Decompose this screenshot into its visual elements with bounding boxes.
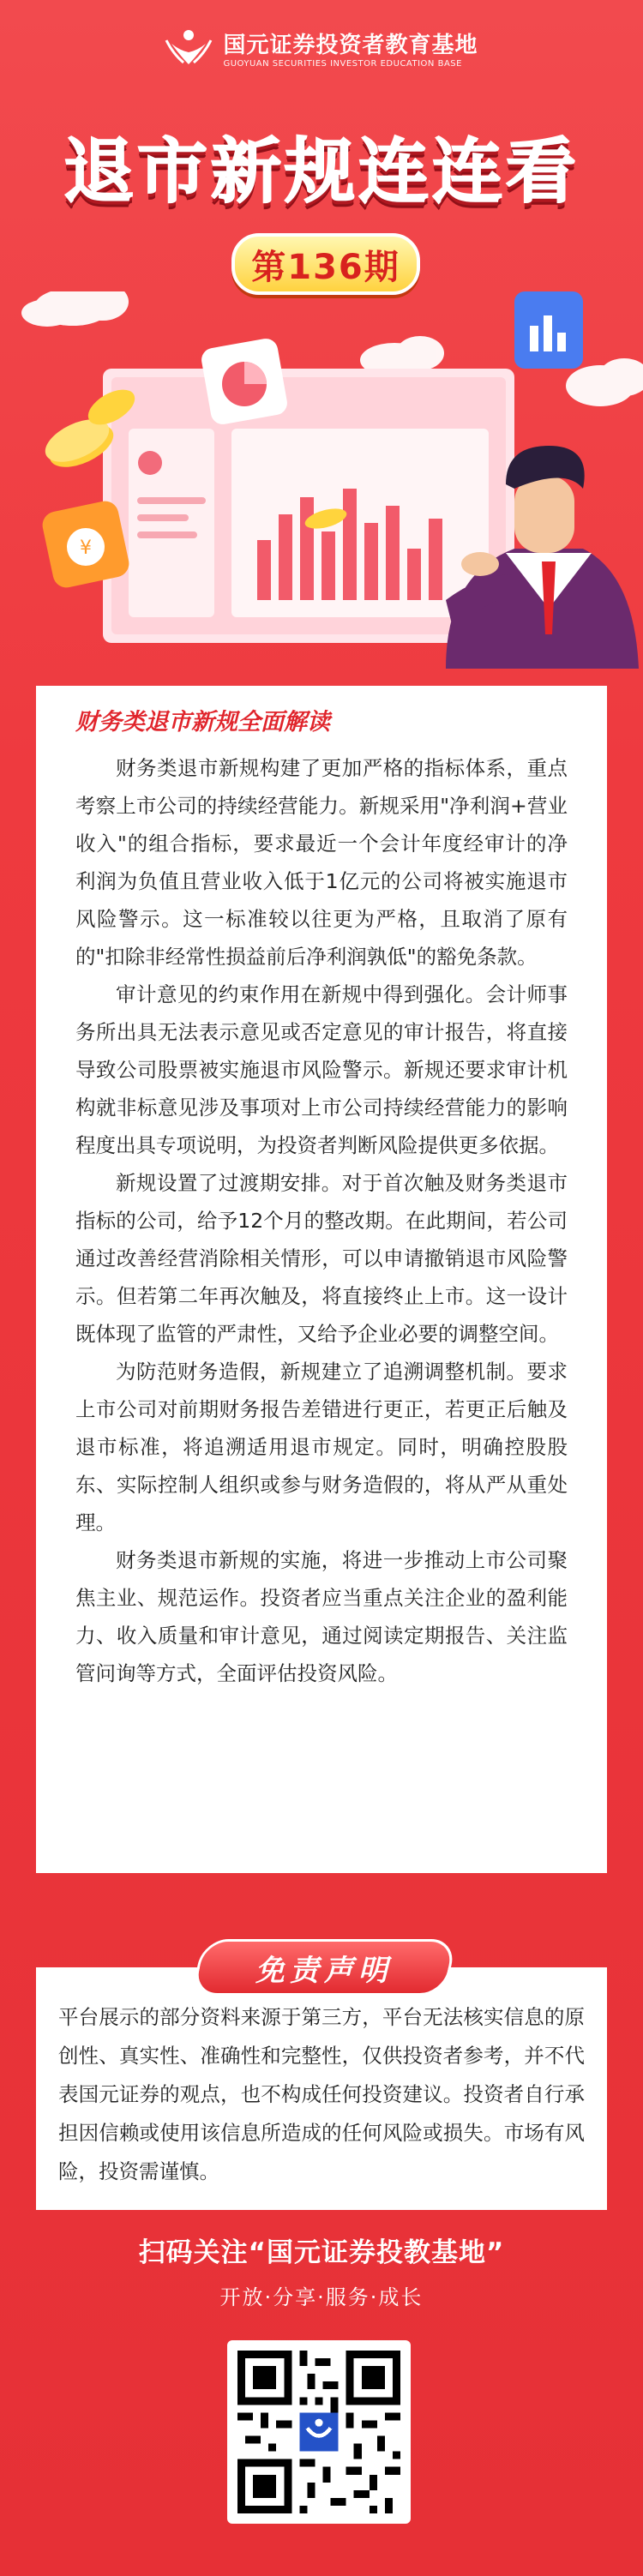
disclaimer-card bbox=[36, 1967, 607, 2210]
disclaimer-label-text: 免责声明 bbox=[255, 1953, 393, 1988]
article-paragraph: 为防范财务造假，新规建立了追溯调整机制。要求上市公司对前期财务报告差错进行更正，若更正后触及退市标准，将追溯适用退市规定。同时，明确控股股东、实际控制人组织或参与财务造假的，将从严从重处理。 bbox=[75, 1360, 568, 1534]
pie-chart-icon bbox=[200, 337, 289, 426]
article-card bbox=[36, 686, 607, 1873]
disclaimer-label bbox=[191, 1939, 457, 1996]
money-bag-icon bbox=[40, 499, 132, 591]
article-body bbox=[75, 749, 568, 1692]
article-paragraph: 财务类退市新规的实施，将进一步推动上市公司聚焦主业、规范运作。投资者应当重点关注企业的盈利能力、收入质量和审计意见，通过阅读定期报告、关注监管问询等方式，全面评估投资风险。 bbox=[75, 1548, 568, 1685]
article-heading: 财务类退市新规全面解读 bbox=[75, 709, 330, 736]
svg-text:¥: ¥ bbox=[80, 537, 92, 559]
cloud-left-icon bbox=[21, 291, 129, 327]
slogan: 开放·分享·服务·成长 bbox=[219, 2285, 424, 2309]
article-paragraph: 审计意见的约束作用在新规中得到强化。会计师事务所出具无法表示意见或否定意见的审计报告，将直接导致公司股票被实施退市风险警示。新规还要求审计机构就非标意见涉及事项对上市公司持续经营能力的影响程度出具专项说明，为投资者判断风险提供更多依据。 bbox=[75, 982, 568, 1157]
page-title: 退市新规连连看 bbox=[63, 131, 580, 213]
brand-name-en: GUOYUAN SECURITIES INVESTOR EDUCATION BASE bbox=[223, 59, 462, 69]
follow-prompt: 扫码关注“国元证券投教基地” bbox=[138, 2237, 505, 2268]
guoyuan-logo-icon bbox=[165, 28, 213, 68]
qr-code[interactable] bbox=[227, 2340, 411, 2524]
brand-header bbox=[0, 27, 643, 69]
disclaimer-text: 平台展示的部分资料来源于第三方，平台无法核实信息的原创性、真实性、准确性和完整性，仅供投资者参考，并不代表国元证券的观点，也不构成任何投资建议。投资者自行承担因信赖或使用该信息所造成的任何风险或损失。市场有风险，投资需谨慎。 bbox=[58, 2005, 585, 2183]
hero-illustration bbox=[0, 291, 643, 669]
qr-code-icon bbox=[237, 2351, 400, 2513]
brand-name: 国元证券投资者教育基地 bbox=[223, 33, 478, 58]
article-paragraph: 新规设置了过渡期安排。对于首次触及财务类退市指标的公司，给予12个月的整改期。在此期间，若公司通过改善经营消除相关情形，可以申请撤销退市风险警示。但若第二年再次触及，将直接终止上市。这一设计既体现了监管的严肃性，又给予企业必要的调整空间。 bbox=[75, 1171, 568, 1346]
issue-badge: 第136期 bbox=[231, 233, 420, 295]
bar-chart-tile-icon bbox=[514, 291, 583, 369]
article-paragraph: 财务类退市新规构建了更加严格的指标体系，重点考察上市公司的持续经营能力。新规采用"净利润+营业收入"的组合指标，要求最近一个会计年度经审计的净利润为负值且营业收入低于1亿元的公司将被实施退市风险警示。这一标准较以往更为严格，且取消了原有的"扣除非经常性损益前后净利润孰低"的豁免条款。 bbox=[75, 756, 568, 969]
